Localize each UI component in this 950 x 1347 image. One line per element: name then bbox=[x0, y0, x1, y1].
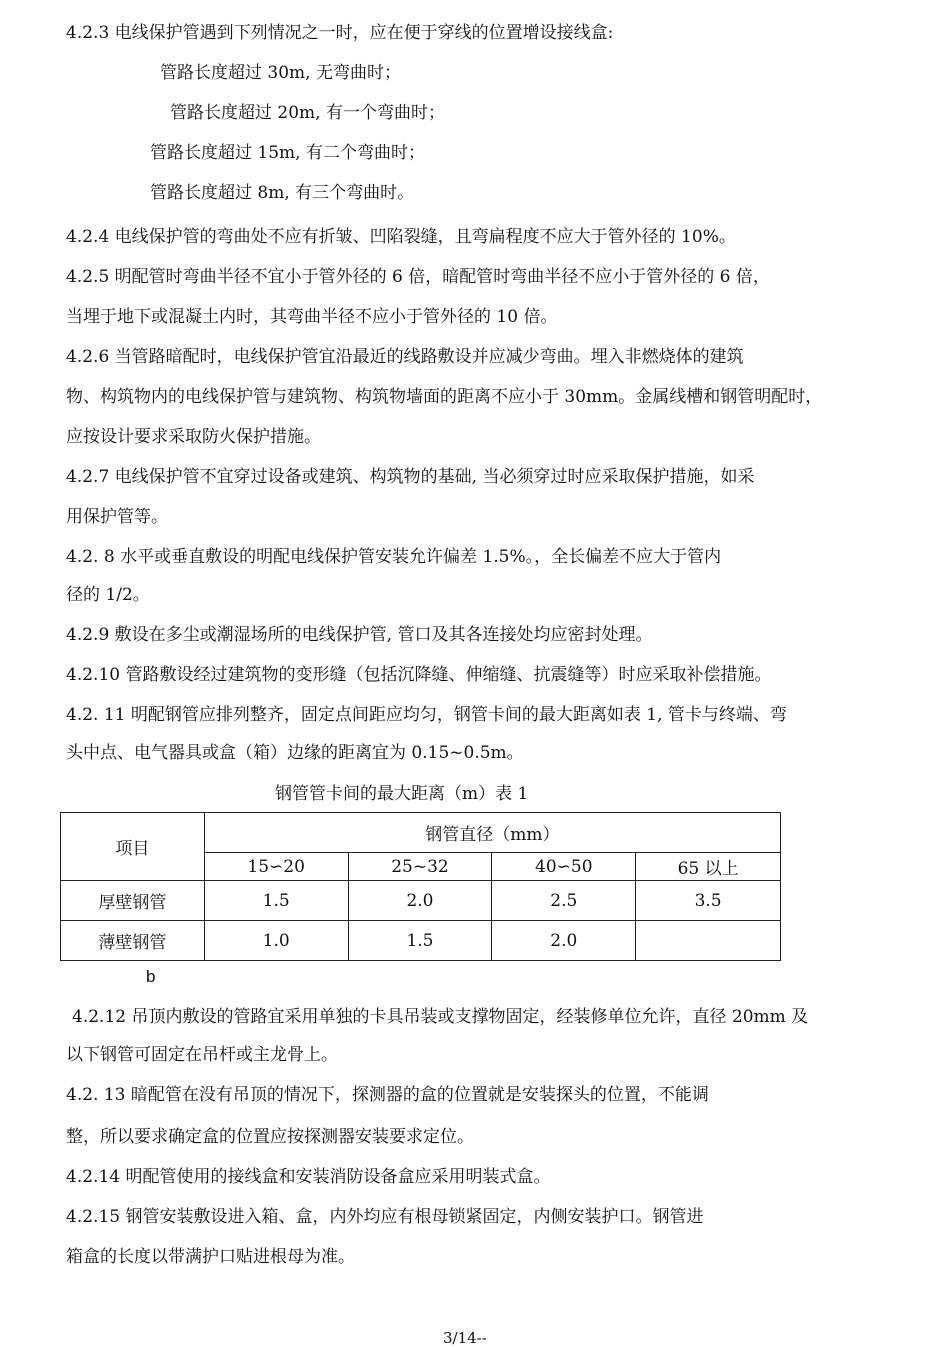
col-header: 65 以上 bbox=[636, 853, 781, 881]
diameter-group-header: 钢管直径（mm） bbox=[204, 813, 780, 853]
table-cell bbox=[636, 921, 781, 961]
text-line: 4.2.9 敷设在多尘或潮湿场所的电线保护管, 管口及其各连接处均应密封处理。 bbox=[66, 625, 653, 645]
col-header: 15∽20 bbox=[204, 853, 348, 881]
text-line: 径的 1/2。 bbox=[66, 585, 150, 605]
text-line: 4.2. 13 暗配管在没有吊顶的情况下，探测器的盒的位置就是安装探头的位置，不能调 bbox=[66, 1085, 709, 1105]
text-line: 4.2.14 明配管使用的接线盒和安装消防设备盒应采用明装式盒。 bbox=[66, 1167, 551, 1187]
text-line: 管路长度超过 15m, 有二个弯曲时； bbox=[150, 143, 425, 163]
page-number: 3/14-- bbox=[443, 1329, 487, 1347]
text-line: 管路长度超过 8m, 有三个弯曲时。 bbox=[150, 183, 415, 203]
stray-mark: b bbox=[146, 967, 156, 986]
table-cell: 2.0 bbox=[492, 921, 636, 961]
text-line: 以下钢管可固定在吊杆或主龙骨上。 bbox=[66, 1045, 338, 1065]
text-line: 整，所以要求确定盒的位置应按探测器安装要求定位。 bbox=[66, 1127, 474, 1147]
text-line: 用保护管等。 bbox=[66, 507, 168, 527]
text-line: 管路长度超过 20m, 有一个弯曲时； bbox=[170, 103, 445, 123]
row-label: 厚壁钢管 bbox=[61, 881, 205, 921]
text-line: 4.2. 8 水平或垂直敷设的明配电线保护管安装允许偏差 1.5%。，全长偏差不应大于管内 bbox=[66, 547, 722, 567]
col-header: 40∽50 bbox=[492, 853, 636, 881]
text-line: 4.2.15 钢管安装敷设进入箱、盒，内外均应有根母锁紧固定，内侧安装护口。钢管进 bbox=[66, 1207, 704, 1227]
row-label: 薄壁钢管 bbox=[61, 921, 205, 961]
col-header: 25~32 bbox=[348, 853, 492, 881]
table-row bbox=[61, 881, 781, 921]
text-line: 4.2.4 电线保护管的弯曲处不应有折皱、凹陷裂缝，且弯扁程度不应大于管外径的 10%。 bbox=[66, 227, 736, 247]
text-line: 4.2. 11 明配钢管应排列整齐，固定点间距应均匀，钢管卡间的最大距离如表 1, 管卡与终端、弯 bbox=[66, 705, 787, 725]
table-cell: 2.5 bbox=[492, 881, 636, 921]
text-line: 4.2.6 当管路暗配时，电线保护管宜沿最近的线路敷设并应减少弯曲。埋入非燃烧体的建筑 bbox=[66, 347, 744, 367]
text-line: 4.2.5 明配管时弯曲半径不宜小于管外径的 6 倍，暗配管时弯曲半径不应小于管外径的 6 倍， bbox=[66, 267, 770, 287]
text-line: 4.2.3 电线保护管遇到下列情况之一时，应在便于穿线的位置增设接线盒: bbox=[66, 23, 614, 43]
item-header: 项目 bbox=[61, 813, 205, 881]
table-cell: 1.5 bbox=[204, 881, 348, 921]
text-line: 箱盒的长度以带满护口贴进根母为准。 bbox=[66, 1247, 355, 1267]
text-line: 头中点、电气器具或盒（箱）边缘的距离宜为 0.15~0.5m。 bbox=[66, 743, 524, 763]
text-line: 当埋于地下或混凝土内时，其弯曲半径不应小于管外径的 10 倍。 bbox=[66, 307, 558, 327]
text-line: 4.2.12 吊顶内敷设的管路宜采用单独的卡具吊装或支撑物固定，经装修单位允许，直径 20mm 及 bbox=[72, 1007, 809, 1027]
text-line: 管路长度超过 30m, 无弯曲时； bbox=[160, 63, 401, 83]
pipe-clamp-table bbox=[60, 812, 781, 961]
text-line: 4.2.10 管路敷设经过建筑物的变形缝（包括沉降缝、伸缩缝、抗震缝等）时应采取补偿措施。 bbox=[66, 665, 772, 685]
table-cell: 3.5 bbox=[636, 881, 781, 921]
text-line: 物、构筑物内的电线保护管与建筑物、构筑物墙面的距离不应小于 30mm。金属线槽和钢管明配时， bbox=[66, 387, 823, 407]
table-row bbox=[61, 921, 781, 961]
table-cell: 1.5 bbox=[348, 921, 492, 961]
text-line: 应按设计要求采取防火保护措施。 bbox=[66, 427, 321, 447]
table-cell: 2.0 bbox=[348, 881, 492, 921]
table-cell: 1.0 bbox=[204, 921, 348, 961]
table-title: 钢管管卡间的最大距离（m）表 1 bbox=[275, 784, 529, 804]
text-line: 4.2.7 电线保护管不宜穿过设备或建筑、构筑物的基础, 当必须穿过时应采取保护措施，如采 bbox=[66, 467, 755, 487]
